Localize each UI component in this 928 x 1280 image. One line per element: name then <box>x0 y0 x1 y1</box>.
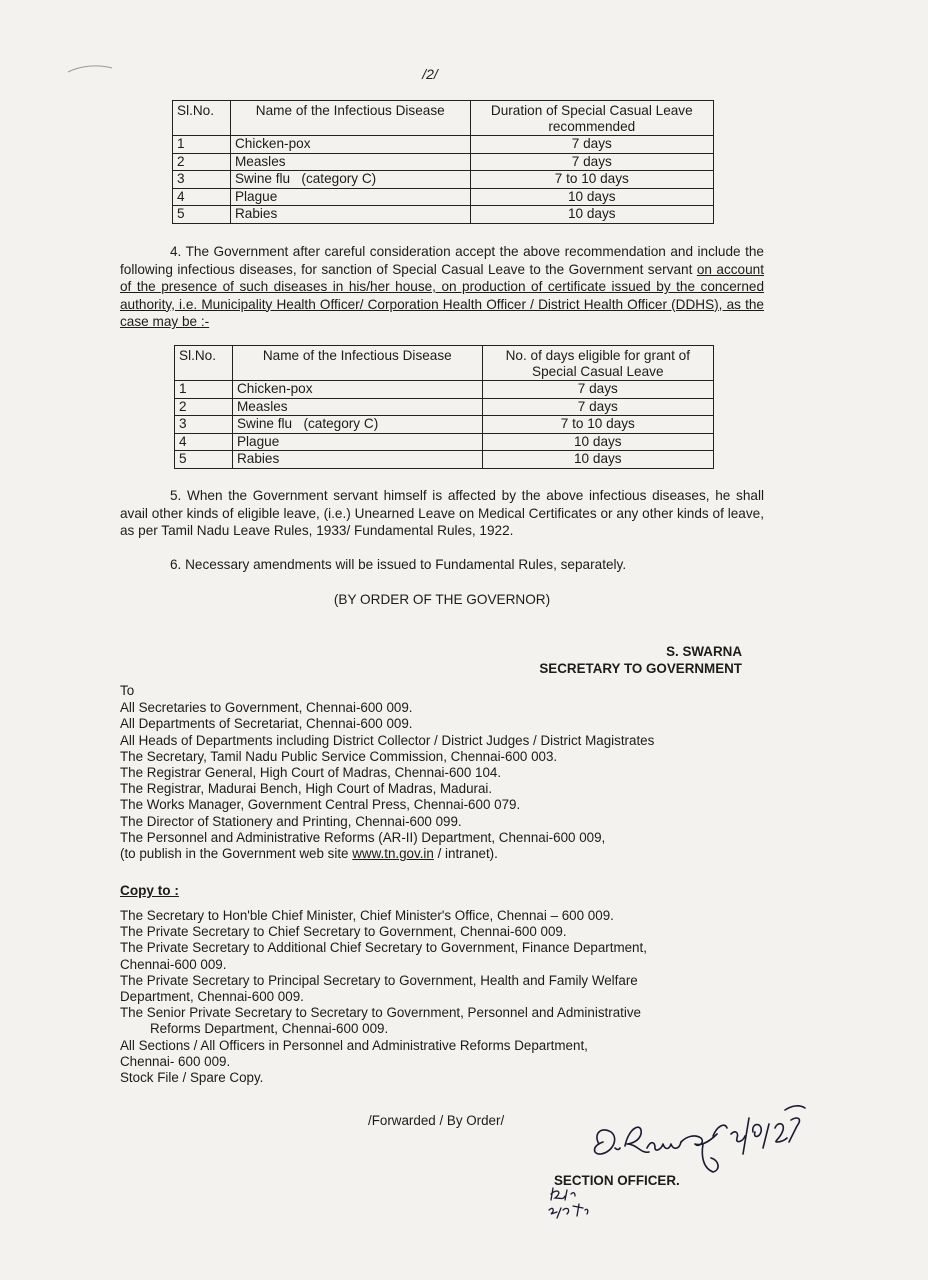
publish-suffix: / intranet). <box>433 846 498 862</box>
section-officer-label: SECTION OFFICER. <box>554 1173 680 1188</box>
website-link[interactable]: www.tn.gov.in <box>352 846 434 862</box>
forwarded-line: /Forwarded / By Order/ <box>368 1113 505 1128</box>
paragraph-6 <box>120 556 764 574</box>
table-row <box>175 451 714 469</box>
cell-slno: 3 <box>175 416 233 434</box>
to-recipients-list <box>120 683 760 862</box>
header-disease: Name of the Infectious Disease <box>232 346 482 381</box>
list-item: The Registrar General, High Court of Madras, Chennai-600 104. <box>120 765 502 781</box>
list-item: Stock File / Spare Copy. <box>120 1070 264 1086</box>
table-row <box>173 153 714 171</box>
handwritten-signature-icon <box>585 1098 810 1180</box>
cell-days: 10 days <box>482 433 713 451</box>
page-number: /2/ <box>422 66 438 82</box>
list-item: Department, Chennai-600 009. <box>120 989 304 1005</box>
cell-days: 7 to 10 days <box>482 416 713 434</box>
table-row <box>175 381 714 399</box>
table-row <box>175 433 714 451</box>
table-row <box>175 416 714 434</box>
list-item: All Secretaries to Government, Chennai-600 009. <box>120 700 413 716</box>
cell-slno: 5 <box>175 451 233 469</box>
table-row <box>173 136 714 154</box>
cell-slno: 2 <box>173 153 231 171</box>
cell-disease: Measles <box>232 398 482 416</box>
list-item: Reforms Department, Chennai-600 009. <box>150 1021 389 1037</box>
handwritten-initials-icon <box>545 1186 593 1226</box>
publish-prefix: (to publish in the Government web site <box>120 846 353 862</box>
list-item: The Registrar, Madurai Bench, High Court of Madras, Madurai. <box>120 781 493 797</box>
paragraph-4-underlined: on account of the presence of such diseases in his/her house, on production of certificate issued by the concerned authority, i.e. Municipality Health Officer/ Corporation Health Officer / District Health Officer (DDHS), as the case may be :- <box>120 261 764 329</box>
header-slno: Sl.No. <box>173 101 231 136</box>
cell-disease: Measles <box>230 153 470 171</box>
cell-slno: 4 <box>173 188 231 206</box>
cell-days: 7 days <box>482 398 713 416</box>
signatory-name: S. SWARNA <box>666 644 742 659</box>
paragraph-6-text: 6. Necessary amendments will be issued to Fundamental Rules, separately. <box>170 557 627 572</box>
list-item: The Director of Stationery and Printing, Chennai-600 099. <box>120 813 462 829</box>
order-line: (BY ORDER OF THE GOVERNOR) <box>333 592 551 607</box>
table-header-row <box>173 101 714 136</box>
cell-disease: Rabies <box>230 206 470 224</box>
paragraph-4-lead: 4. The Government after careful consideration accept the above recommendation and include the following infectious diseases, for sanction of Special Casual Leave to the Government servant <box>120 244 764 277</box>
list-item: The Senior Private Secretary to Secretary to Government, Personnel and Administrative <box>120 1005 641 1021</box>
list-item: The Secretary, Tamil Nadu Public Service Commission, Chennai-600 003. <box>120 748 558 764</box>
list-item: Chennai- 600 009. <box>120 1053 231 1069</box>
list-item: The Private Secretary to Chief Secretary to Government, Chennai-600 009. <box>120 924 567 940</box>
cell-slno: 1 <box>175 381 233 399</box>
paragraph-5-text: 5. When the Government servant himself is affected by the above infectious diseases, he shall avail other kinds of eligible leave, (i.e.) Unearned Leave on Medical Certificates or any other kinds of leave, as per Tamil Nadu Leave Rules, 1933/ Fundamental Rules, 1922. <box>120 488 764 538</box>
cell-disease: Plague <box>230 188 470 206</box>
list-item: The Private Secretary to Principal Secretary to Government, Health and Family Welfare <box>120 972 638 988</box>
cell-disease: Plague <box>232 433 482 451</box>
cell-slno: 3 <box>173 171 231 189</box>
cell-disease: Swine flu (category C) <box>232 416 482 434</box>
table-header-row <box>175 346 714 381</box>
list-item: All Heads of Departments including District Collector / District Judges / District Magistrates <box>120 732 655 748</box>
cell-days: 10 days <box>482 451 713 469</box>
signatory-title: SECRETARY TO GOVERNMENT <box>539 661 742 676</box>
cell-disease: Rabies <box>232 451 482 469</box>
cell-slno: 1 <box>173 136 231 154</box>
copy-to-heading: Copy to : <box>120 883 179 898</box>
scan-mark-icon <box>66 58 116 78</box>
list-item: The Private Secretary to Additional Chief Secretary to Government, Finance Department, <box>120 940 647 956</box>
paragraph-5 <box>120 487 764 540</box>
cell-days: 7 days <box>482 381 713 399</box>
list-item: The Works Manager, Government Central Press, Chennai-600 079. <box>120 797 521 813</box>
header-slno: Sl.No. <box>175 346 233 381</box>
cell-days: 10 days <box>470 188 713 206</box>
list-item: The Personnel and Administrative Reforms (AR-II) Department, Chennai-600 009, <box>120 829 606 845</box>
table-row <box>173 171 714 189</box>
table-row <box>173 188 714 206</box>
cell-days: 10 days <box>470 206 713 224</box>
eligible-leave-table <box>174 345 714 469</box>
recommended-leave-table <box>172 100 714 224</box>
cell-days: 7 days <box>470 153 713 171</box>
cell-days: 7 to 10 days <box>470 171 713 189</box>
paragraph-4 <box>120 243 764 331</box>
header-days-eligible: No. of days eligible for grant of Special Casual Leave <box>482 346 713 381</box>
cell-disease: Chicken-pox <box>230 136 470 154</box>
list-item: All Sections / All Officers in Personnel and Administrative Reforms Department, <box>120 1037 588 1053</box>
cell-disease: Chicken-pox <box>232 381 482 399</box>
table-row <box>173 206 714 224</box>
list-item: Chennai-600 009. <box>120 956 227 972</box>
list-item: All Departments of Secretariat, Chennai-600 009. <box>120 716 413 732</box>
cell-slno: 4 <box>175 433 233 451</box>
to-heading: To <box>120 683 135 698</box>
header-duration: Duration of Special Casual Leave recommended <box>470 101 713 136</box>
cell-days: 7 days <box>470 136 713 154</box>
header-disease: Name of the Infectious Disease <box>230 101 470 136</box>
cell-slno: 5 <box>173 206 231 224</box>
cell-disease: Swine flu (category C) <box>230 171 470 189</box>
cell-slno: 2 <box>175 398 233 416</box>
list-item <box>120 846 760 862</box>
copy-to-list <box>120 908 760 1086</box>
list-item: The Secretary to Hon'ble Chief Minister, Chief Minister's Office, Chennai – 600 009. <box>120 908 614 923</box>
table-row <box>175 398 714 416</box>
